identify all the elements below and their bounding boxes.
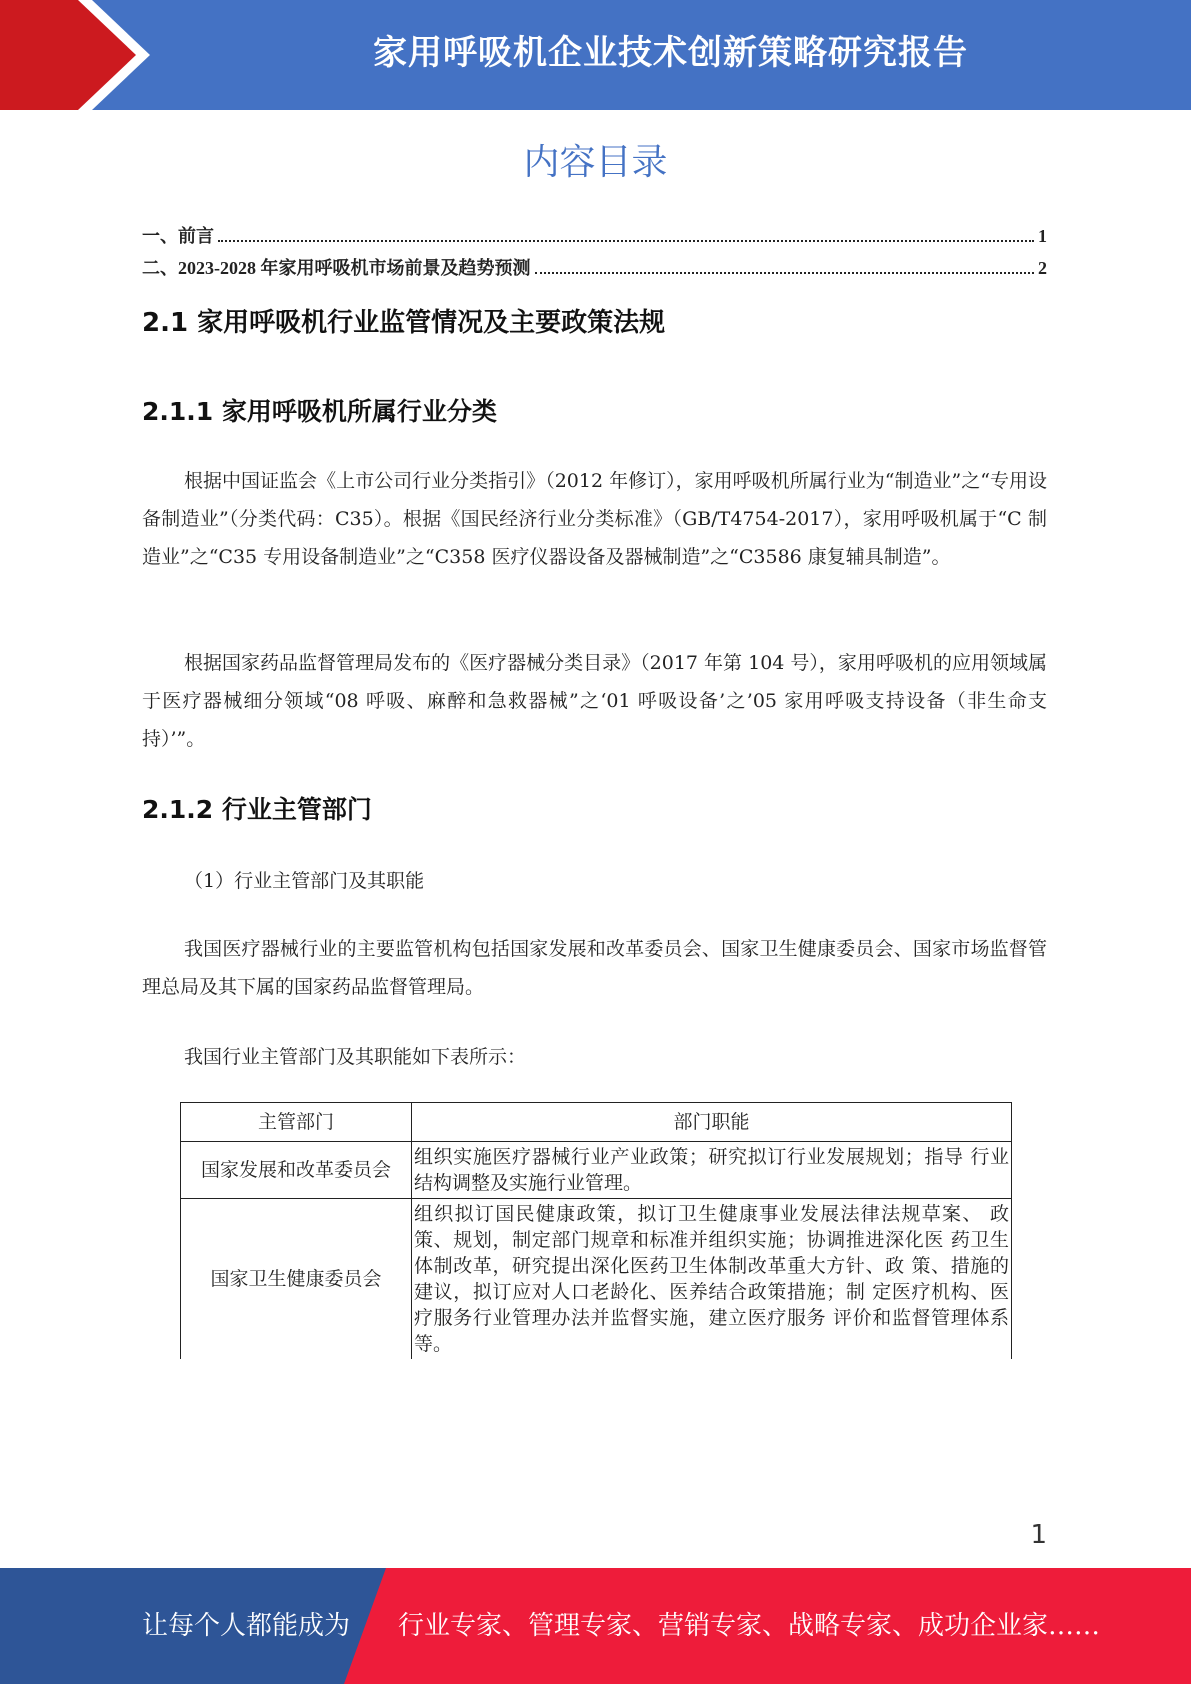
section-heading-2-1: 2.1 家用呼吸机行业监管情况及主要政策法规	[142, 308, 666, 338]
toc-title: 内容目录	[523, 142, 668, 183]
footer-slogan-left: 让每个人都能成为	[142, 1611, 351, 1641]
table-of-contents	[142, 222, 1047, 286]
table-cell-desc: 组织实施医疗器械行业产业政策；研究拟订行业发展规划；指导 行业结构调整及实施行业管理。	[412, 1142, 1012, 1199]
toc-entry[interactable]	[142, 254, 1047, 286]
table-header-cell: 部门职能	[412, 1103, 1012, 1142]
table-row	[181, 1142, 1012, 1199]
table-cell-dept: 国家发展和改革委员会	[181, 1142, 412, 1199]
section-heading-2-1-2: 2.1.2 行业主管部门	[142, 795, 372, 824]
report-title: 家用呼吸机企业技术创新策略研究报告	[373, 33, 968, 73]
section-heading-2-1-1: 2.1.1 家用呼吸机所属行业分类	[142, 397, 497, 426]
page-footer	[0, 1568, 1191, 1684]
toc-leader-dots	[535, 272, 1035, 274]
toc-entry-page: 1	[1038, 226, 1047, 246]
toc-entry-page: 2	[1038, 258, 1047, 278]
regulator-table	[180, 1102, 1012, 1359]
paragraph-industry-classification: 根据中国证监会《上市公司行业分类指引》（2012 年修订），家用呼吸机所属行业为“制造业”之“专用设备制造业”（分类代码：C35）。根据《国民经济行业分类标准》（GB/T4754-2017），家用呼吸机属于“C 制造业”之“C35 专用设备制造业”之“C358 医疗仪器设备及器械制造”之“C3586 康复辅具制造”。	[142, 470, 1047, 568]
page-number: 1	[1030, 1520, 1047, 1550]
page-header	[0, 0, 1191, 110]
table-header-row	[181, 1103, 1012, 1142]
paragraph-regulators: 我国医疗器械行业的主要监管机构包括国家发展和改革委员会、国家卫生健康委员会、国家市场监督管理总局及其下属的国家药品监督管理局。	[142, 938, 1047, 998]
table-cell-dept: 国家卫生健康委员会	[181, 1199, 412, 1360]
footer-slogan-right: 行业专家、管理专家、营销专家、战略专家、成功企业家……	[398, 1611, 1101, 1641]
toc-entry-label: 二、2023-2028 年家用呼吸机市场前景及趋势预测	[142, 258, 531, 278]
toc-entry-label: 一、前言	[142, 226, 214, 246]
paragraph-device-classification: 根据国家药品监督管理局发布的《医疗器械分类目录》（2017 年第 104 号），家用呼吸机的应用领域属于医疗器械细分领域“08 呼吸、麻醉和急救器械”之‘01 呼吸设备’之’05 家用呼吸支持设备（非生命支持）’”。	[142, 652, 1047, 750]
table-row	[181, 1199, 1012, 1360]
toc-entry[interactable]	[142, 222, 1047, 254]
table-header-cell: 主管部门	[181, 1103, 412, 1142]
table-cell-desc: 组织拟订国民健康政策，拟订卫生健康事业发展法律法规草案、 政策、规划，制定部门规章和标准并组织实施；协调推进深化医 药卫生体制改革，研究提出深化医药卫生体制改革重大方针、政 策、措施的建议，拟订应对人口老龄化、医养结合政策措施；制 定医疗机构、医疗服务行业管理办法并监督实施，建立医疗服务 评价和监督管理体系等。	[412, 1199, 1012, 1360]
toc-leader-dots	[218, 240, 1034, 242]
paragraph-table-intro: 我国行业主管部门及其职能如下表所示：	[184, 1046, 527, 1068]
paragraph-subheading: （1）行业主管部门及其职能	[184, 870, 425, 892]
